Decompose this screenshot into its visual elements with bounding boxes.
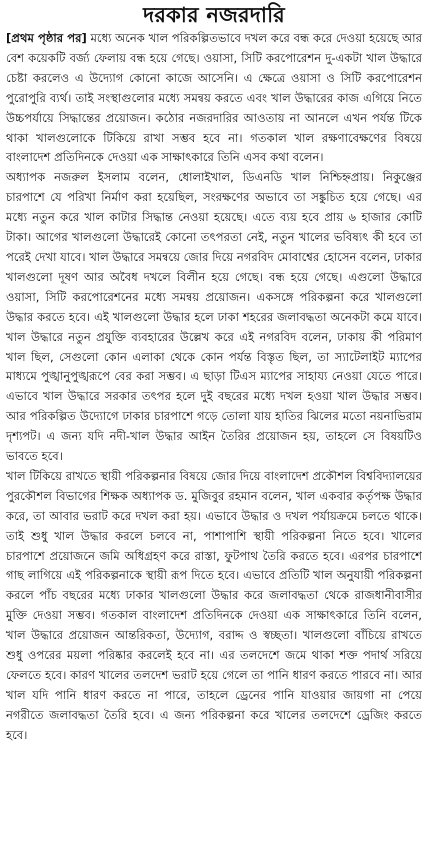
headline: দরকার নজরদারি <box>143 3 285 27</box>
paragraph-2: অধ্যাপক নজরুল ইসলাম বলেন, ধোলাইখাল, ডিএনডি খাল নিশ্চিহ্নপ্রায়। নিকুঞ্জের চারপাশে যে পরিখা নির্মাণ করা হয়েছিল, সংরক্ষণের অভাবে তা সঙ্কুচিত হয়ে গেছে। এর মধ্যে নতুন করে খাল কাটার সিদ্ধান্ত নেওয়া হয়েছে। এতে ব্যয় হবে প্রায় ৬ হাজার কোটি টাকা। আগের খালগুলো উদ্ধারেই কোনো তৎপরতা নেই, নতুন খালের ভবিষ্যৎ কী হবে তা পরেই দেখা যাবে। খাল উদ্ধারে সমন্বয়ে জোর দিয়ে নগরবিদ মোবাশ্বের হোসেন বলেন, ঢাকার খালগুলো দূষণ আর অবৈধ দখলে বিলীন হয়ে গেছে। বন্ধ হয়ে গেছে। এগুলো উদ্ধারে ওয়াসা, সিটি করপোরেশনের মধ্যে সমন্বয় প্রয়োজন। একসঙ্গে পরিকল্পনা করে খালগুলো উদ্ধার করতে হবে। এই খালগুলো উদ্ধার হলে ঢাকা শহরের জলাবদ্ধতা অনেকটা কমে যাবে। খাল উদ্ধারে নতুন প্রযুক্তি ব্যবহারের উল্লেখ করে এই নগরবিদ বলেন, ঢাকায় কী পরিমাণ খাল ছিল, সেগুলো কোন এলাকা থেকে কোন পর্যন্ত বিস্তৃত ছিল, তা স্যাটেলাইট ম্যাপের মাধ্যমে পুঙ্খানুপুঙ্খরূপে বের করা সম্ভব। এ ছাড়া টিএস ম্যাপের সাহায্য নেওয়া যেতে পারে। এভাবে খাল উদ্ধারে সরকার তৎপর হলে দুই বছরের মধ্যে দখল হওয়া খাল উদ্ধার সম্ভব। আর পরিকল্পিত উদ্যোগে ঢাকার চারপাশে গড়ে তোলা যায় হাতির ঝিলের মতো নয়নাভিরাম দৃশ্যপট। এ জন্য যদি নদী-খাল উদ্ধার আইন তৈরির প্রয়োজন হয়, তাহলে সে বিষয়টিও ভাবতে হবে। <box>6 170 422 464</box>
article-body <box>6 29 422 746</box>
paragraph-1 <box>6 29 422 168</box>
continued-from-label: [প্রথম পৃষ্ঠার পর] <box>6 31 87 45</box>
paragraph-3: খাল টিকিয়ে রাখতে স্থায়ী পরিকল্পনার বিষয়ে জোর দিয়ে বাংলাদেশ প্রকৌশল বিশ্ববিদ্যালয়ের পুরকৌশল বিভাগের শিক্ষক অধ্যাপক ড. মুজিবুর রহমান বলেন, খাল একবার কর্তৃপক্ষ উদ্ধার করে, তা আবার ভরাট করে দখল করা হয়। এভাবে উদ্ধার ও দখল পর্যায়ক্রমে চলতে থাকে। তাই শুধু খাল উদ্ধার করলে চলবে না, পাশাপাশি স্থায়ী পরিকল্পনা নিতে হবে। খালের চারপাশে প্রয়োজনে জমি অধিগ্রহণ করে রাস্তা, ফুটপাথ তৈরি করতে হবে। এরপর চারপাশে গাছ লাগিয়ে এই পরিকল্পনাকে স্থায়ী রূপ দিতে হবে। এভাবে প্রতিটি খাল অনুযায়ী পরিকল্পনা করলে পাঁচ বছরের মধ্যে ঢাকার খালগুলো উদ্ধার করে জলাবদ্ধতা থেকে রাজধানীবাসীর মুক্তি দেওয়া সম্ভব। গতকাল বাংলাদেশ প্রতিদিনকে দেওয়া এক সাক্ষাৎকারে তিনি বলেন, খাল উদ্ধারে প্রয়োজন আন্তরিকতা, উদ্যোগ, বরাদ্দ ও স্বচ্ছতা। খালগুলো বাঁচিয়ে রাখতে শুধু ওপরের ময়লা পরিষ্কার করলেই হবে না। এর তলদেশে জমে থাকা শক্ত পদার্থ সরিয়ে ফেলতে হবে। কারণ খালের তলদেশ ভরাট হয়ে গেলে তা পানি ধারণ করতে পারবে না। আর খাল যদি পানি ধারণ করতে না পারে, তাহলে ড্রেনের পানি যাওয়ার জায়গা না পেয়ে নগরীতে জলাবদ্ধতা তৈরি হবে। এ জন্য পরিকল্পনা করে খালের তলদেশে ড্রেজিং করতে হবে। <box>6 468 422 742</box>
paragraph-1-text: মধ্যে অনেক খাল পরিকল্পিতভাবে দখল করে বন্ধ করে দেওয়া হয়েছে আর বেশ কয়েকটি বর্জ্য ফেলায় বন্ধ হয়ে গেছে। ওয়াসা, সিটি করপোরেশন দু-একটা খাল উদ্ধারে চেষ্টা করলেও এ উদ্যোগ কোনো কাজে আসেনি। এ ক্ষেত্রে ওয়াসা ও সিটি করপোরেশন পুরোপুরি ব্যর্থ। তাই সংস্থাগুলোর মধ্যে সমন্বয় করতে এবং খাল উদ্ধারের কাজ এগিয়ে নিতে উচ্চপর্যায়ে সিদ্ধান্তের প্রয়োজন। কঠোর নজরদারির আওতায় না আনলে এখন পর্যন্ত টিকে থাকা খালগুলোকে টিকিয়ে রাখা সম্ভব হবে না। গতকাল খাল রক্ষণাবেক্ষণের বিষয়ে বাংলাদেশ প্রতিদিনকে দেওয়া এক সাক্ষাৎকারে তিনি এসব কথা বলেন। <box>6 31 422 165</box>
